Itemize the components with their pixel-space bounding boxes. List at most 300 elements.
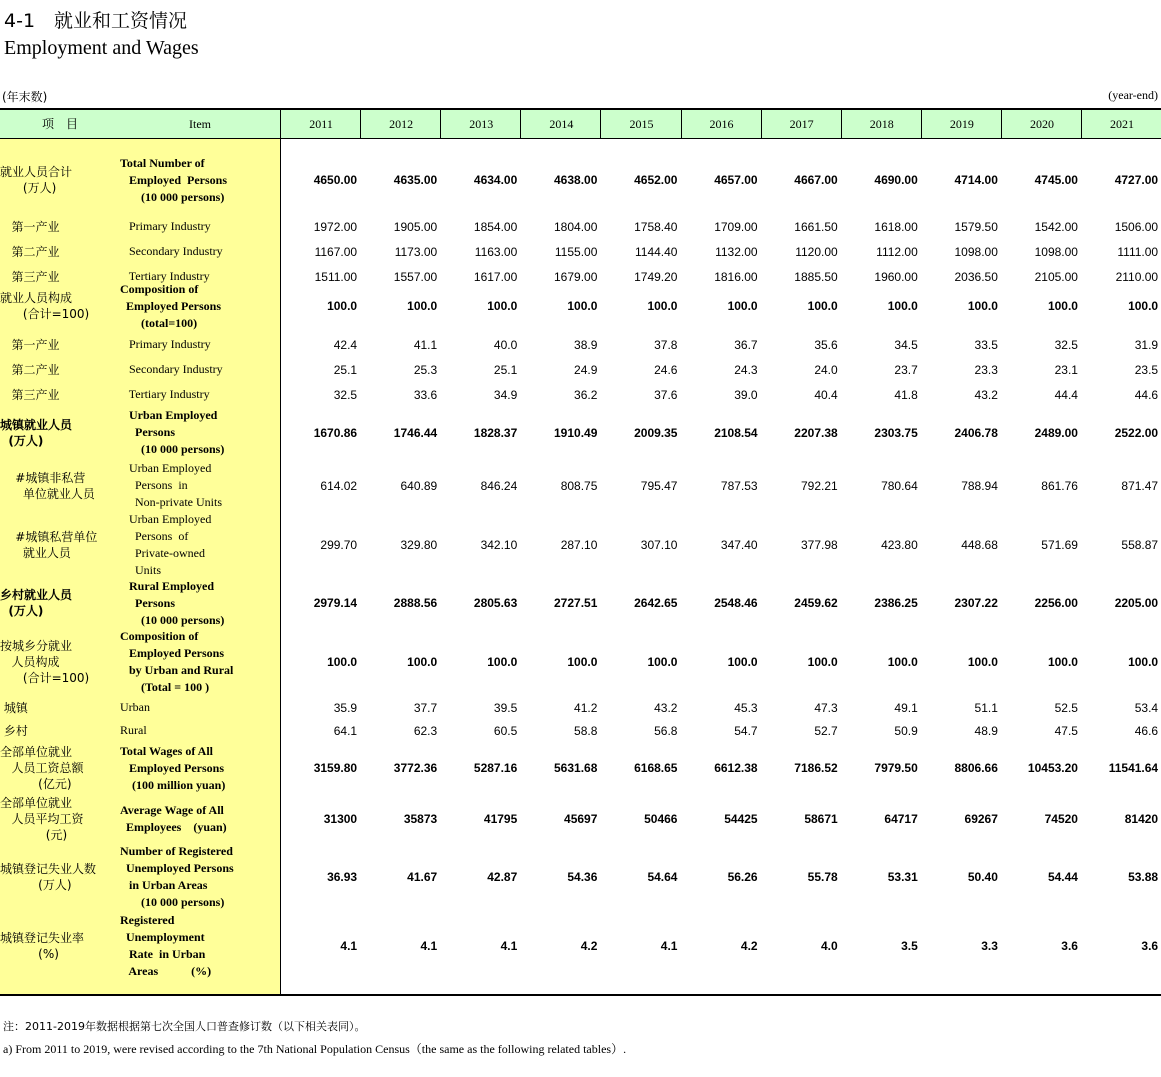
table-cell-2012: 35873 bbox=[403, 812, 438, 826]
table-cell-2017: 7186.52 bbox=[794, 761, 838, 775]
row-label-cn-line: 城镇登记失业率 bbox=[0, 931, 85, 945]
table-row bbox=[0, 239, 1161, 264]
table-cell-2018: 41.8 bbox=[894, 387, 918, 402]
row-label-en bbox=[120, 332, 278, 357]
table-cell-2019: 69267 bbox=[964, 812, 998, 826]
row-label-cn-line: 城镇 bbox=[0, 700, 28, 715]
table-cell-2016: 4657.00 bbox=[714, 173, 758, 187]
table-cell-2011: 100.0 bbox=[327, 299, 358, 313]
header-year-2012: 2012 bbox=[360, 110, 441, 138]
row-label-en bbox=[120, 460, 278, 511]
row-label-en-line: by Urban and Rural bbox=[120, 663, 234, 677]
row-label-cn bbox=[0, 798, 118, 840]
table-cell-2021: 100.0 bbox=[1128, 655, 1159, 669]
table-cell-2013: 41795 bbox=[483, 812, 518, 826]
table-cell-2015: 100.0 bbox=[647, 655, 678, 669]
table-cell-2019: 2307.22 bbox=[954, 596, 998, 610]
table-cell-2013: 846.24 bbox=[480, 478, 518, 493]
table-cell-2011: 42.4 bbox=[333, 337, 358, 352]
table-cell-2020: 861.76 bbox=[1041, 478, 1078, 493]
table-cell-2018: 780.64 bbox=[881, 478, 918, 493]
table-cell-2012: 41.1 bbox=[413, 337, 438, 352]
row-label-en-line: Secondary Industry bbox=[120, 362, 223, 376]
row-label-cn-line: 就业人员 bbox=[0, 546, 71, 560]
row-label-en bbox=[120, 845, 278, 909]
table-cell-2012: 25.3 bbox=[413, 362, 438, 377]
header-item-en: Item bbox=[189, 117, 211, 131]
table-cell-2014: 100.0 bbox=[567, 655, 598, 669]
row-label-cn-line: 人员构成 bbox=[0, 655, 60, 669]
row-label-en-line: Rate in Urban bbox=[120, 947, 206, 961]
row-label-cn bbox=[0, 280, 118, 332]
table-cell-2016: 54.7 bbox=[734, 723, 758, 738]
row-label-en-line: Total Number of bbox=[120, 155, 205, 170]
row-label-en-line: Unemployment bbox=[120, 930, 205, 944]
header-year-2021: 2021 bbox=[1081, 110, 1161, 138]
table-cell-2016: 1132.00 bbox=[715, 244, 758, 259]
row-label-cn bbox=[0, 460, 118, 511]
table-cell-2020: 100.0 bbox=[1047, 299, 1078, 313]
table-bottom-rule bbox=[0, 994, 1161, 996]
table-cell-2014: 4.2 bbox=[580, 939, 598, 953]
table-cell-2018: 3.5 bbox=[901, 939, 918, 953]
table-cell-2015: 100.0 bbox=[647, 299, 678, 313]
table-cell-2021: 3.6 bbox=[1141, 939, 1159, 953]
row-label-en-line: (10 000 persons) bbox=[120, 189, 225, 204]
header-item-cn: 项 目 bbox=[41, 117, 78, 131]
table-top-rule bbox=[0, 108, 1161, 110]
table-cell-2020: 100.0 bbox=[1047, 655, 1078, 669]
row-label-en-line: Average Wage of All bbox=[120, 803, 224, 817]
table-row bbox=[0, 511, 1161, 579]
row-label-cn bbox=[0, 382, 118, 407]
row-label-en-line: Primary Industry bbox=[120, 337, 211, 351]
table-cell-2015: 307.10 bbox=[640, 538, 678, 552]
table-cell-2019: 100.0 bbox=[967, 299, 998, 313]
row-label-cn-line: 乡村 bbox=[0, 723, 28, 738]
row-label-cn-line: (万人) bbox=[0, 181, 57, 195]
table-cell-2021: 2205.00 bbox=[1114, 596, 1159, 610]
table-cell-2013: 40.0 bbox=[493, 337, 518, 352]
row-label-cn bbox=[0, 405, 118, 460]
table-cell-2017: 47.3 bbox=[814, 700, 838, 715]
table-cell-2020: 1098.00 bbox=[1034, 244, 1078, 259]
row-label-cn bbox=[0, 630, 118, 694]
table-cell-2011: 4.1 bbox=[340, 939, 358, 953]
table-cell-2013: 1163.00 bbox=[474, 244, 518, 259]
table-cell-2014: 808.75 bbox=[560, 478, 598, 493]
table-cell-2017: 4.0 bbox=[821, 939, 838, 953]
table-cell-2014: 1910.49 bbox=[554, 425, 598, 440]
table-cell-2019: 8806.66 bbox=[954, 761, 998, 775]
table-cell-2020: 32.5 bbox=[1054, 337, 1078, 352]
row-label-cn bbox=[0, 214, 118, 239]
table-cell-2014: 1155.00 bbox=[554, 244, 598, 259]
row-label-en-line: Persons of bbox=[120, 529, 189, 543]
table-cell-2020: 10453.20 bbox=[1027, 761, 1078, 775]
table-cell-2018: 1112.00 bbox=[876, 244, 918, 259]
table-cell-2014: 287.10 bbox=[560, 538, 598, 552]
table-cell-2014: 54.36 bbox=[567, 870, 598, 884]
row-label-en bbox=[120, 146, 278, 214]
table-cell-2012: 33.6 bbox=[413, 387, 438, 402]
table-cell-2014: 2727.51 bbox=[554, 596, 598, 610]
row-label-en-line: Units bbox=[120, 563, 162, 577]
row-label-cn-line: (万人) bbox=[0, 878, 72, 892]
table-cell-2017: 2207.38 bbox=[794, 425, 838, 440]
row-label-en-line: Total Wages of All bbox=[120, 743, 214, 758]
table-cell-2012: 41.67 bbox=[407, 870, 438, 884]
table-cell-2018: 49.1 bbox=[894, 700, 918, 715]
table-cell-2020: 2256.00 bbox=[1034, 596, 1078, 610]
table-cell-2017: 100.0 bbox=[807, 655, 838, 669]
row-label-cn-line: #城镇私营单位 bbox=[0, 530, 98, 544]
row-label-en bbox=[120, 357, 278, 382]
page-title-en: Employment and Wages bbox=[4, 37, 199, 59]
row-label-cn bbox=[0, 719, 118, 742]
row-label-cn-line: 城镇就业人员 bbox=[0, 417, 73, 432]
table-cell-2019: 51.1 bbox=[974, 700, 998, 715]
row-label-cn-line: #城镇非私营 bbox=[0, 470, 86, 485]
footnote-cn: 注：2011-2019年数据根据第七次全国人口普查修订数（以下相关表同）。 bbox=[3, 1020, 366, 1033]
table-cell-2021: 44.6 bbox=[1134, 387, 1159, 402]
header-year-2015: 2015 bbox=[600, 110, 681, 138]
table-cell-2011: 1511.00 bbox=[314, 269, 358, 284]
row-label-en-line: Employed Persons bbox=[120, 298, 222, 313]
unit-label-en: (year-end) bbox=[1108, 88, 1158, 102]
table-cell-2017: 4667.00 bbox=[794, 173, 838, 187]
table-cell-2018: 1618.00 bbox=[874, 219, 918, 234]
table-cell-2011: 2979.14 bbox=[313, 596, 358, 610]
row-label-en-line: Non-private Units bbox=[120, 495, 222, 509]
row-label-en bbox=[120, 630, 278, 694]
row-label-cn-line: (万人) bbox=[0, 604, 44, 618]
table-cell-2014: 41.2 bbox=[574, 700, 598, 715]
table-cell-2019: 43.2 bbox=[974, 387, 998, 402]
table-cell-2011: 3159.80 bbox=[313, 761, 358, 775]
table-cell-2019: 1098.00 bbox=[954, 244, 998, 259]
table-cell-2016: 4.2 bbox=[740, 939, 758, 953]
table-cell-2016: 1709.00 bbox=[714, 219, 758, 234]
row-label-en-line: Private-owned bbox=[120, 546, 205, 560]
table-cell-2014: 58.8 bbox=[574, 723, 598, 738]
table-cell-2014: 1804.00 bbox=[554, 219, 598, 234]
table-cell-2013: 1854.00 bbox=[473, 219, 518, 234]
table-cell-2016: 45.3 bbox=[734, 700, 758, 715]
unit-label-cn: (年末数) bbox=[2, 90, 48, 104]
table-cell-2018: 64717 bbox=[884, 812, 918, 826]
table-cell-2021: 558.87 bbox=[1121, 538, 1159, 552]
table-cell-2020: 23.1 bbox=[1054, 362, 1078, 377]
row-label-cn-line: 全部单位就业 bbox=[0, 796, 73, 810]
table-cell-2019: 2406.78 bbox=[954, 425, 998, 440]
row-label-en bbox=[120, 696, 278, 719]
table-cell-2017: 100.0 bbox=[807, 299, 838, 313]
table-cell-2013: 39.5 bbox=[493, 700, 518, 715]
row-label-en bbox=[120, 579, 278, 627]
header-year-2019: 2019 bbox=[921, 110, 1002, 138]
table-cell-2011: 1972.00 bbox=[313, 219, 358, 234]
table-cell-2012: 1746.44 bbox=[393, 425, 438, 440]
row-label-en bbox=[120, 239, 278, 264]
row-label-en bbox=[120, 742, 278, 794]
table-cell-2013: 4.1 bbox=[500, 939, 518, 953]
table-cell-2014: 36.2 bbox=[574, 387, 598, 402]
row-label-cn-line: (合计=100) bbox=[0, 307, 90, 321]
table-cell-2011: 299.70 bbox=[320, 538, 358, 552]
table-cell-2011: 35.9 bbox=[333, 700, 358, 715]
table-cell-2011: 614.02 bbox=[320, 478, 358, 493]
table-cell-2015: 6168.65 bbox=[634, 761, 678, 775]
row-label-cn bbox=[0, 579, 118, 627]
table-cell-2018: 4690.00 bbox=[874, 173, 918, 187]
table-cell-2020: 571.69 bbox=[1041, 538, 1078, 552]
table-cell-2014: 24.9 bbox=[574, 362, 598, 377]
table-cell-2012: 62.3 bbox=[413, 723, 438, 738]
table-cell-2021: 1506.00 bbox=[1114, 219, 1159, 234]
table-cell-2021: 46.6 bbox=[1134, 723, 1159, 738]
table-cell-2020: 3.6 bbox=[1061, 939, 1078, 953]
row-label-cn-line: (合计=100) bbox=[0, 671, 90, 685]
table-cell-2012: 3772.36 bbox=[393, 761, 438, 775]
row-label-en-line: Employed Persons bbox=[120, 172, 228, 187]
table-cell-2019: 1579.50 bbox=[954, 219, 998, 234]
table-cell-2015: 50466 bbox=[644, 812, 678, 826]
row-label-cn-line: 乡村就业人员 bbox=[0, 588, 73, 602]
table-cell-2017: 1885.50 bbox=[794, 269, 838, 284]
row-label-cn-line: 第二产业 bbox=[0, 244, 60, 259]
table-cell-2015: 2642.65 bbox=[634, 596, 678, 610]
row-label-en bbox=[120, 382, 278, 407]
row-label-cn bbox=[0, 357, 118, 382]
table-cell-2020: 44.4 bbox=[1054, 387, 1078, 402]
row-label-en-line: Employed Persons bbox=[120, 646, 225, 660]
table-cell-2012: 4635.00 bbox=[393, 173, 438, 187]
table-cell-2021: 4727.00 bbox=[1114, 173, 1159, 187]
table-cell-2020: 74520 bbox=[1044, 812, 1078, 826]
row-label-en-line: Unemployed Persons bbox=[120, 861, 234, 875]
table-cell-2017: 24.0 bbox=[814, 362, 838, 377]
table-cell-2012: 4.1 bbox=[420, 939, 438, 953]
table-cell-2019: 23.3 bbox=[974, 362, 998, 377]
table-cell-2019: 3.3 bbox=[981, 939, 998, 953]
table-cell-2021: 23.5 bbox=[1134, 362, 1159, 377]
table-cell-2015: 56.8 bbox=[654, 723, 678, 738]
table-cell-2016: 54425 bbox=[724, 812, 758, 826]
table-cell-2012: 1557.00 bbox=[393, 269, 438, 284]
table-cell-2015: 54.64 bbox=[647, 870, 678, 884]
table-cell-2017: 792.21 bbox=[800, 478, 838, 493]
table-cell-2013: 34.9 bbox=[493, 387, 518, 402]
row-label-cn-line: (亿元) bbox=[0, 777, 72, 791]
table-cell-2013: 1828.37 bbox=[473, 425, 518, 440]
table-cell-2017: 1120.00 bbox=[795, 244, 838, 259]
row-label-cn-line: 第三产业 bbox=[0, 387, 60, 402]
table-cell-2012: 37.7 bbox=[413, 700, 438, 715]
table-cell-2018: 100.0 bbox=[887, 299, 918, 313]
table-cell-2020: 2489.00 bbox=[1034, 425, 1078, 440]
table-cell-2017: 35.6 bbox=[814, 337, 838, 352]
table-cell-2017: 55.78 bbox=[807, 870, 838, 884]
row-label-cn-line: 全部单位就业 bbox=[0, 745, 73, 759]
table-row bbox=[0, 332, 1161, 357]
table-cell-2019: 448.68 bbox=[961, 538, 998, 552]
row-label-cn bbox=[0, 146, 118, 214]
table-cell-2015: 2009.35 bbox=[634, 425, 678, 440]
row-label-en-line: Tertiary Industry bbox=[120, 269, 210, 283]
table-cell-2015: 24.6 bbox=[654, 362, 678, 377]
table-cell-2011: 25.1 bbox=[333, 362, 358, 377]
header-year-2020: 2020 bbox=[1001, 110, 1082, 138]
table-cell-2017: 2459.62 bbox=[794, 596, 838, 610]
row-label-cn-line: 第一产业 bbox=[0, 219, 60, 234]
row-label-cn-line: 按城乡分就业 bbox=[0, 639, 73, 653]
table-row bbox=[0, 719, 1161, 742]
table-cell-2017: 52.7 bbox=[814, 723, 838, 738]
table-cell-2012: 640.89 bbox=[400, 478, 438, 493]
table-cell-2017: 40.4 bbox=[814, 387, 838, 402]
table-cell-2011: 1670.86 bbox=[313, 425, 358, 440]
table-cell-2020: 2105.00 bbox=[1034, 269, 1078, 284]
table-cell-2015: 1758.40 bbox=[634, 219, 678, 234]
table-cell-2013: 4634.00 bbox=[473, 173, 518, 187]
row-label-en-line: Urban Employed bbox=[120, 512, 212, 526]
table-row bbox=[0, 798, 1161, 840]
table-cell-2017: 377.98 bbox=[800, 538, 838, 552]
table-cell-2014: 100.0 bbox=[567, 299, 598, 313]
table-cell-2013: 342.10 bbox=[480, 538, 518, 552]
table-cell-2021: 2110.00 bbox=[1115, 269, 1159, 284]
table-cell-2012: 2888.56 bbox=[393, 596, 438, 610]
row-label-en-line: Urban Employed bbox=[120, 408, 218, 422]
row-label-en-line: Rural bbox=[120, 723, 147, 737]
table-cell-2019: 100.0 bbox=[967, 655, 998, 669]
row-label-cn-line: (%) bbox=[0, 947, 59, 961]
row-label-cn-line: 单位就业人员 bbox=[0, 486, 95, 501]
row-label-cn bbox=[0, 911, 118, 981]
table-cell-2013: 25.1 bbox=[493, 362, 518, 377]
row-label-en-line: Urban bbox=[120, 700, 150, 714]
row-label-en bbox=[120, 280, 278, 332]
table-cell-2016: 100.0 bbox=[727, 655, 758, 669]
table-cell-2016: 347.40 bbox=[720, 538, 758, 552]
table-cell-2015: 1144.40 bbox=[634, 244, 678, 259]
table-row bbox=[0, 405, 1161, 460]
table-cell-2011: 1167.00 bbox=[314, 244, 358, 259]
header-year-2018: 2018 bbox=[841, 110, 922, 138]
table-cell-2021: 31.9 bbox=[1134, 337, 1159, 352]
table-row bbox=[0, 460, 1161, 511]
row-label-en-line: (100 million yuan) bbox=[120, 777, 226, 792]
row-label-cn-line: 第三产业 bbox=[0, 269, 60, 284]
table-row bbox=[0, 845, 1161, 909]
table-cell-2018: 2386.25 bbox=[874, 596, 918, 610]
table-cell-2015: 37.8 bbox=[654, 337, 678, 352]
table-cell-2015: 795.47 bbox=[640, 478, 678, 493]
table-cell-2018: 7979.50 bbox=[874, 761, 918, 775]
footnote-en: a) From 2011 to 2019, were revised according to the 7th National Population Census（the same as the following related tables）. bbox=[3, 1042, 627, 1056]
table-row bbox=[0, 146, 1161, 214]
table-cell-2020: 54.44 bbox=[1047, 870, 1078, 884]
row-label-en bbox=[120, 214, 278, 239]
table-cell-2021: 871.47 bbox=[1121, 478, 1159, 493]
table-row bbox=[0, 911, 1161, 981]
table-cell-2018: 50.9 bbox=[894, 723, 918, 738]
row-label-cn-line: 人员工资总额 bbox=[0, 761, 84, 775]
table-cell-2019: 2036.50 bbox=[954, 269, 998, 284]
table-cell-2016: 100.0 bbox=[727, 299, 758, 313]
row-label-cn bbox=[0, 332, 118, 357]
table-row bbox=[0, 214, 1161, 239]
header-year-2011: 2011 bbox=[280, 110, 361, 138]
table-cell-2016: 56.26 bbox=[727, 870, 758, 884]
table-cell-2016: 2108.54 bbox=[714, 425, 758, 440]
table-cell-2011: 100.0 bbox=[327, 655, 358, 669]
table-cell-2013: 2805.63 bbox=[473, 596, 518, 610]
table-cell-2019: 788.94 bbox=[961, 478, 998, 493]
table-row bbox=[0, 696, 1161, 719]
row-label-cn bbox=[0, 239, 118, 264]
table-cell-2018: 2303.75 bbox=[874, 425, 918, 440]
row-label-en-line: Persons in bbox=[120, 478, 188, 492]
table-cell-2021: 11541.64 bbox=[1108, 761, 1159, 775]
table-cell-2021: 2522.00 bbox=[1114, 425, 1159, 440]
table-cell-2012: 329.80 bbox=[400, 538, 438, 552]
row-label-cn-line: 城镇登记失业人数 bbox=[0, 862, 97, 876]
row-label-en bbox=[120, 719, 278, 742]
table-cell-2020: 1542.00 bbox=[1034, 219, 1078, 234]
table-cell-2017: 58671 bbox=[804, 812, 838, 826]
row-label-en-line: Persons bbox=[120, 595, 175, 610]
table-cell-2013: 5287.16 bbox=[473, 761, 518, 775]
row-label-en-line: Secondary Industry bbox=[120, 244, 223, 258]
row-label-cn bbox=[0, 511, 118, 579]
row-label-en-line: Number of Registered bbox=[120, 844, 233, 858]
table-cell-2011: 64.1 bbox=[333, 723, 358, 738]
table-cell-2012: 1905.00 bbox=[393, 219, 438, 234]
row-label-cn-line: (元) bbox=[0, 828, 68, 842]
table-cell-2019: 33.5 bbox=[974, 337, 998, 352]
table-cell-2014: 1679.00 bbox=[554, 269, 598, 284]
table-cell-2016: 36.7 bbox=[734, 337, 758, 352]
table-row bbox=[0, 579, 1161, 627]
row-label-cn bbox=[0, 696, 118, 719]
table-cell-2020: 4745.00 bbox=[1034, 173, 1078, 187]
row-label-en-line: Urban Employed bbox=[120, 461, 212, 475]
row-label-en-line: Areas (%) bbox=[120, 964, 212, 978]
table-cell-2013: 100.0 bbox=[487, 655, 518, 669]
table-cell-2011: 36.93 bbox=[327, 870, 358, 884]
table-cell-2012: 1173.00 bbox=[394, 244, 438, 259]
row-label-en-line: Composition of bbox=[120, 281, 199, 296]
table-cell-2015: 1749.20 bbox=[634, 269, 678, 284]
table-cell-2016: 6612.38 bbox=[714, 761, 758, 775]
row-label-cn-line: 第二产业 bbox=[0, 362, 60, 377]
table-cell-2013: 60.5 bbox=[493, 723, 518, 738]
table-cell-2021: 53.88 bbox=[1128, 870, 1159, 884]
table-cell-2021: 81420 bbox=[1124, 812, 1159, 826]
table-cell-2014: 45697 bbox=[564, 812, 598, 826]
row-label-en-line: Employed Persons bbox=[120, 760, 225, 775]
row-label-en-line: Rural Employed bbox=[120, 578, 215, 593]
row-label-en bbox=[120, 405, 278, 460]
table-cell-2014: 38.9 bbox=[574, 337, 598, 352]
table-cell-2015: 4.1 bbox=[660, 939, 678, 953]
page-title-cn: 4-1 就业和工资情况 bbox=[4, 10, 188, 32]
table-cell-2020: 52.5 bbox=[1054, 700, 1078, 715]
row-label-en-line: Composition of bbox=[120, 629, 199, 643]
table-row bbox=[0, 630, 1161, 694]
